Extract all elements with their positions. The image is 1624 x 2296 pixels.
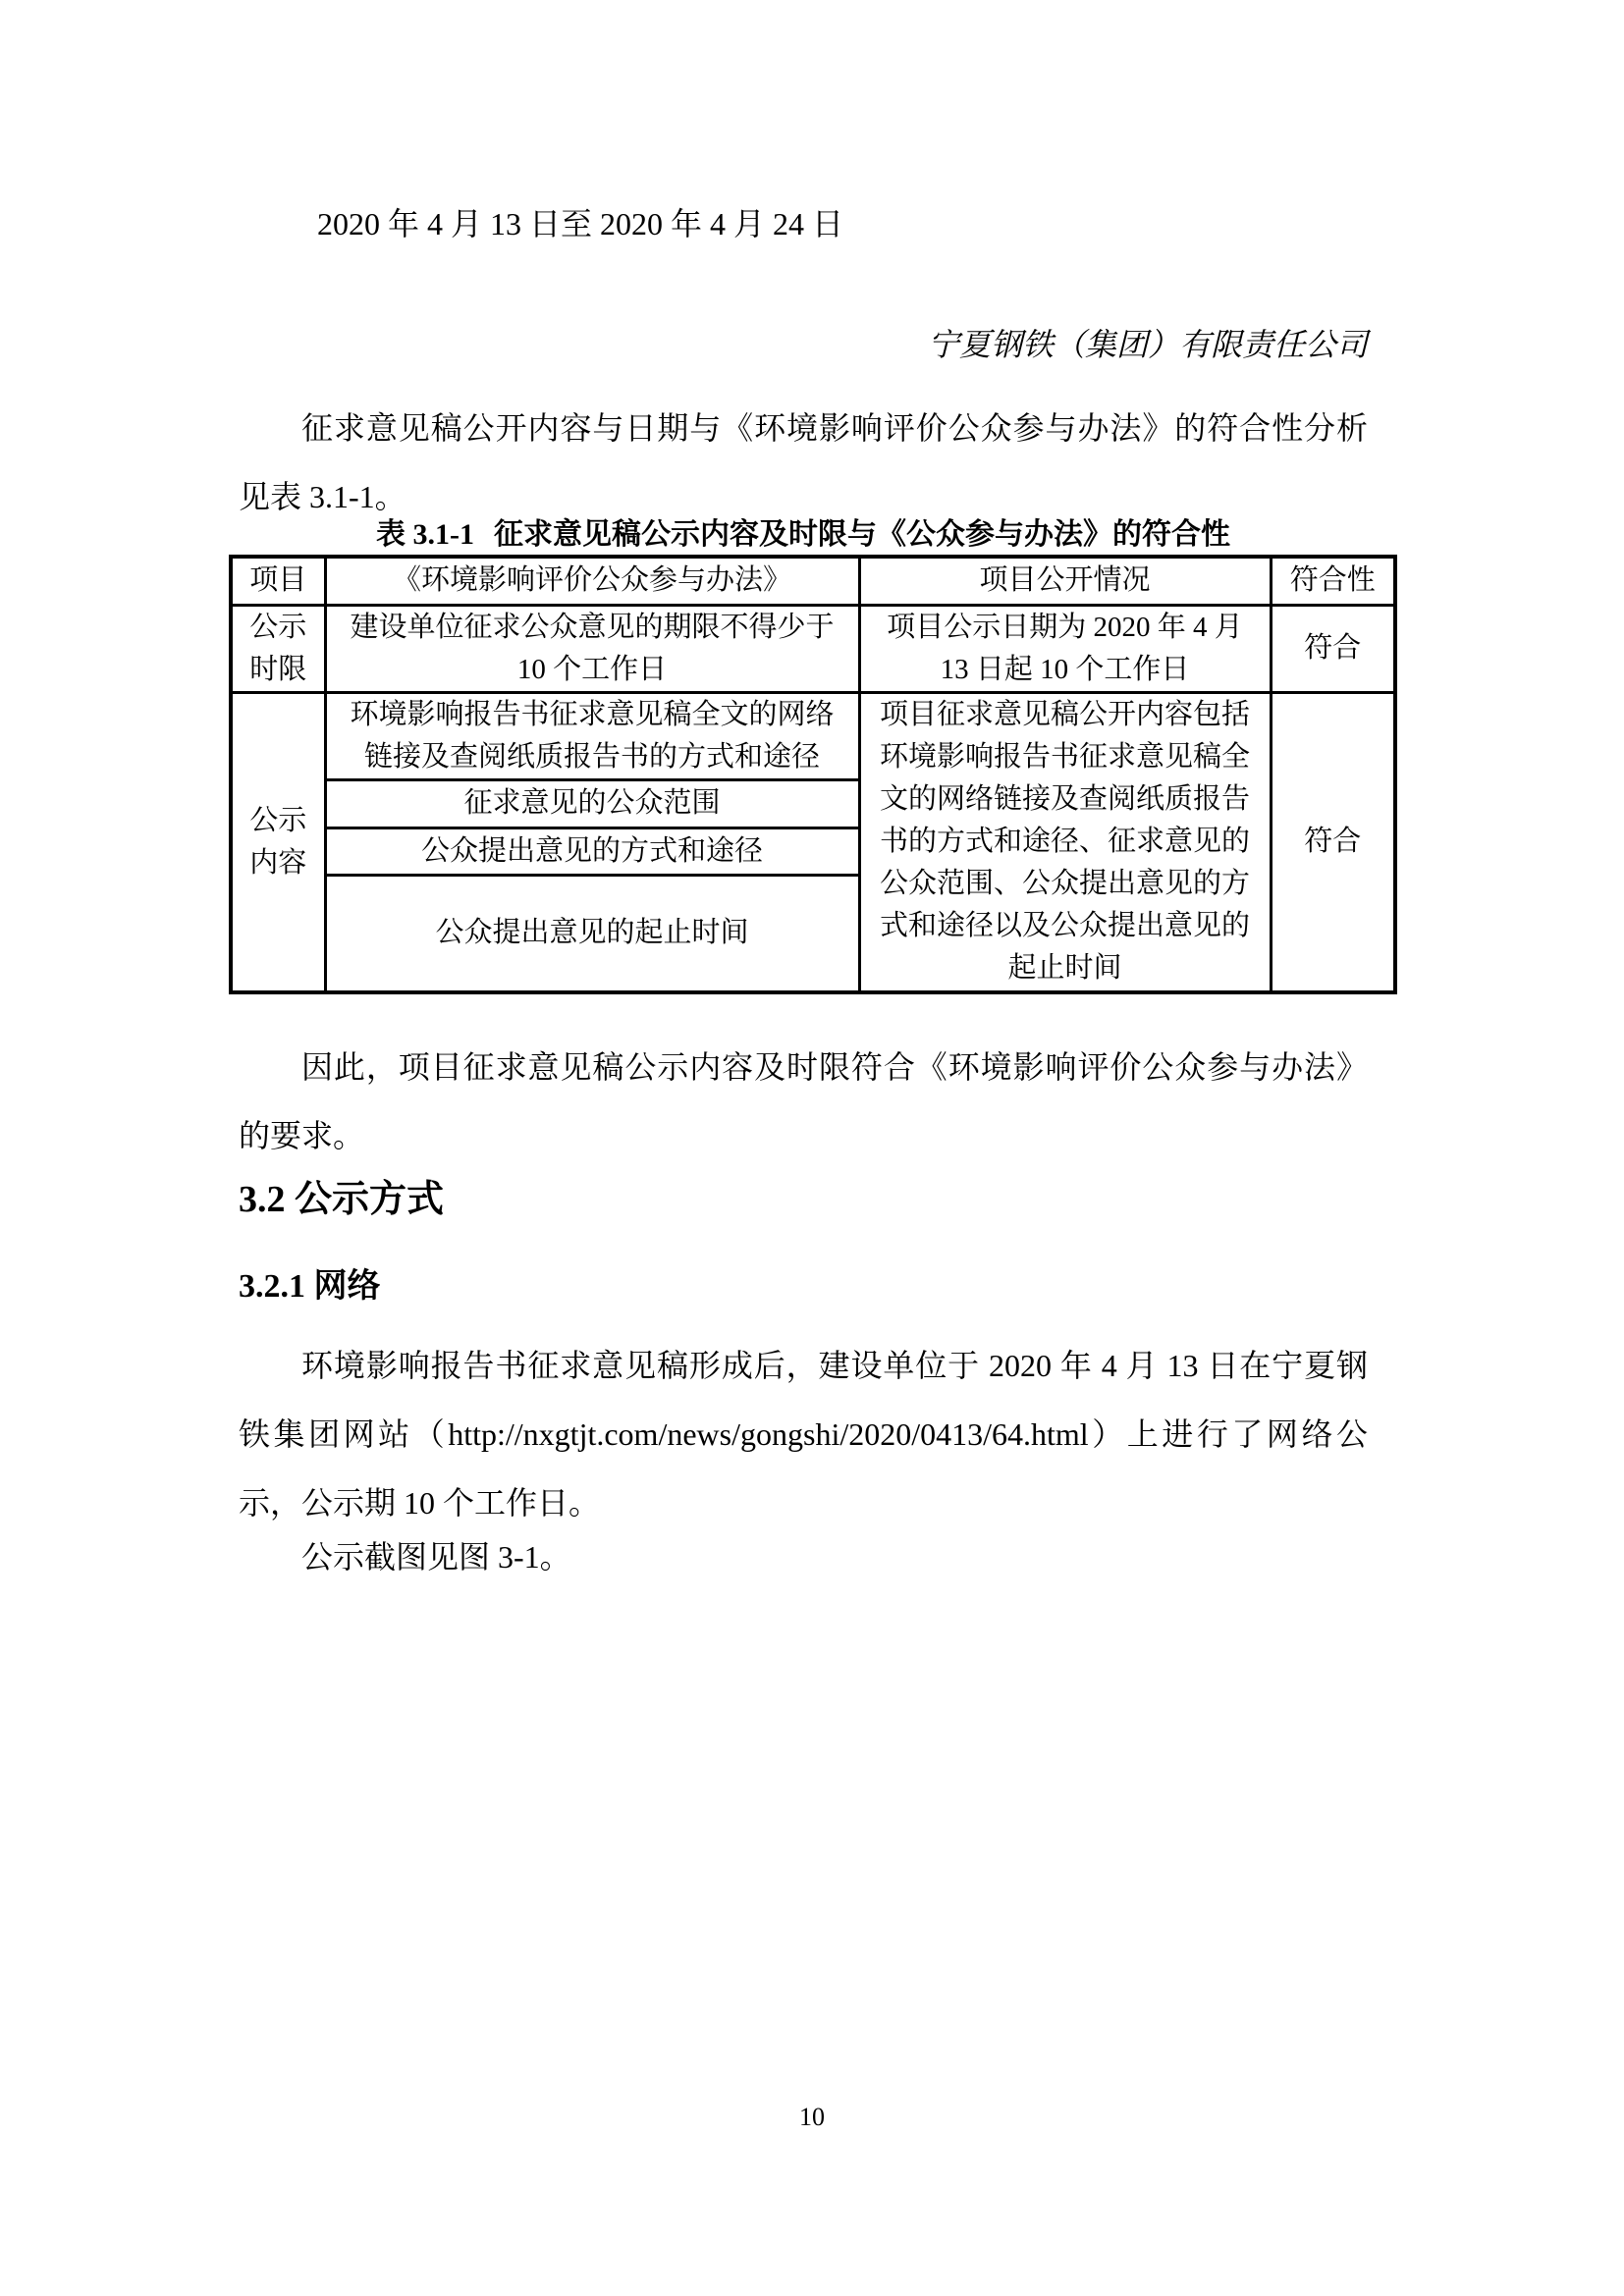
figure-reference: 公示截图见图 3-1。 bbox=[301, 1539, 571, 1575]
company-signature: 宁夏钢铁（集团）有限责任公司 bbox=[927, 327, 1368, 362]
cell-content-regulation-4: 公众提出意见的起止时间 bbox=[325, 875, 859, 992]
network-publicity-paragraph: 环境影响报告书征求意见稿形成后，建设单位于 2020 年 4 月 13 日在宁夏钢铁集团网站（http://nxgtjt.com/news/gongshi/2020/0413/64.html）上进行了网络公示，公示期 10 个工作日。 bbox=[239, 1348, 1368, 1521]
cell-content-status: 项目征求意见稿公开内容包括环境影响报告书征求意见稿全文的网络链接及查阅纸质报告书的方式和途径、征求意见的公众范围、公众提出意见的方式和途径以及公众提出意见的起止时间 bbox=[859, 692, 1271, 992]
cell-content-item: 公示内容 bbox=[231, 692, 325, 992]
section-heading-3-2: 3.2 公示方式 bbox=[239, 1179, 445, 1220]
conclusion-paragraph: 因此，项目征求意见稿公示内容及时限符合《环境影响评价公众参与办法》的要求。 bbox=[239, 1049, 1368, 1153]
table-header-row bbox=[231, 557, 1395, 605]
table-caption-label: 表 3.1-1 bbox=[376, 518, 474, 551]
cell-time-regulation: 建设单位征求公众意见的期限不得少于 10 个工作日 bbox=[325, 605, 859, 692]
page-number: 10 bbox=[799, 2103, 825, 2131]
col-header-item: 项目 bbox=[231, 557, 325, 605]
col-header-conformity: 符合性 bbox=[1271, 557, 1395, 605]
table-row-time-limit bbox=[231, 605, 1395, 692]
cell-content-regulation-3: 公众提出意见的方式和途径 bbox=[325, 828, 859, 875]
cell-time-conformity: 符合 bbox=[1271, 605, 1395, 692]
cell-content-regulation-1: 环境影响报告书征求意见稿全文的网络链接及查阅纸质报告书的方式和途径 bbox=[325, 692, 859, 779]
subsection-heading-3-2-1: 3.2.1 网络 bbox=[239, 1268, 381, 1305]
cell-content-regulation-2: 征求意见的公众范围 bbox=[325, 779, 859, 828]
table-caption-title: 征求意见稿公示内容及时限与《公众参与办法》的符合性 bbox=[494, 518, 1230, 551]
compliance-table bbox=[229, 555, 1397, 994]
cell-time-item: 公示时限 bbox=[231, 605, 325, 692]
col-header-status: 项目公开情况 bbox=[859, 557, 1271, 605]
date-range-line: 2020 年 4 月 13 日至 2020 年 4 月 24 日 bbox=[317, 206, 844, 241]
table-row-content-1 bbox=[231, 692, 1395, 779]
table-caption bbox=[239, 515, 1368, 555]
col-header-regulation: 《环境影响评价公众参与办法》 bbox=[325, 557, 859, 605]
cell-time-status: 项目公示日期为 2020 年 4 月 13 日起 10 个工作日 bbox=[859, 605, 1271, 692]
intro-paragraph: 征求意见稿公开内容与日期与《环境影响评价公众参与办法》的符合性分析见表 3.1-1。 bbox=[239, 410, 1368, 514]
cell-content-conformity: 符合 bbox=[1271, 692, 1395, 992]
